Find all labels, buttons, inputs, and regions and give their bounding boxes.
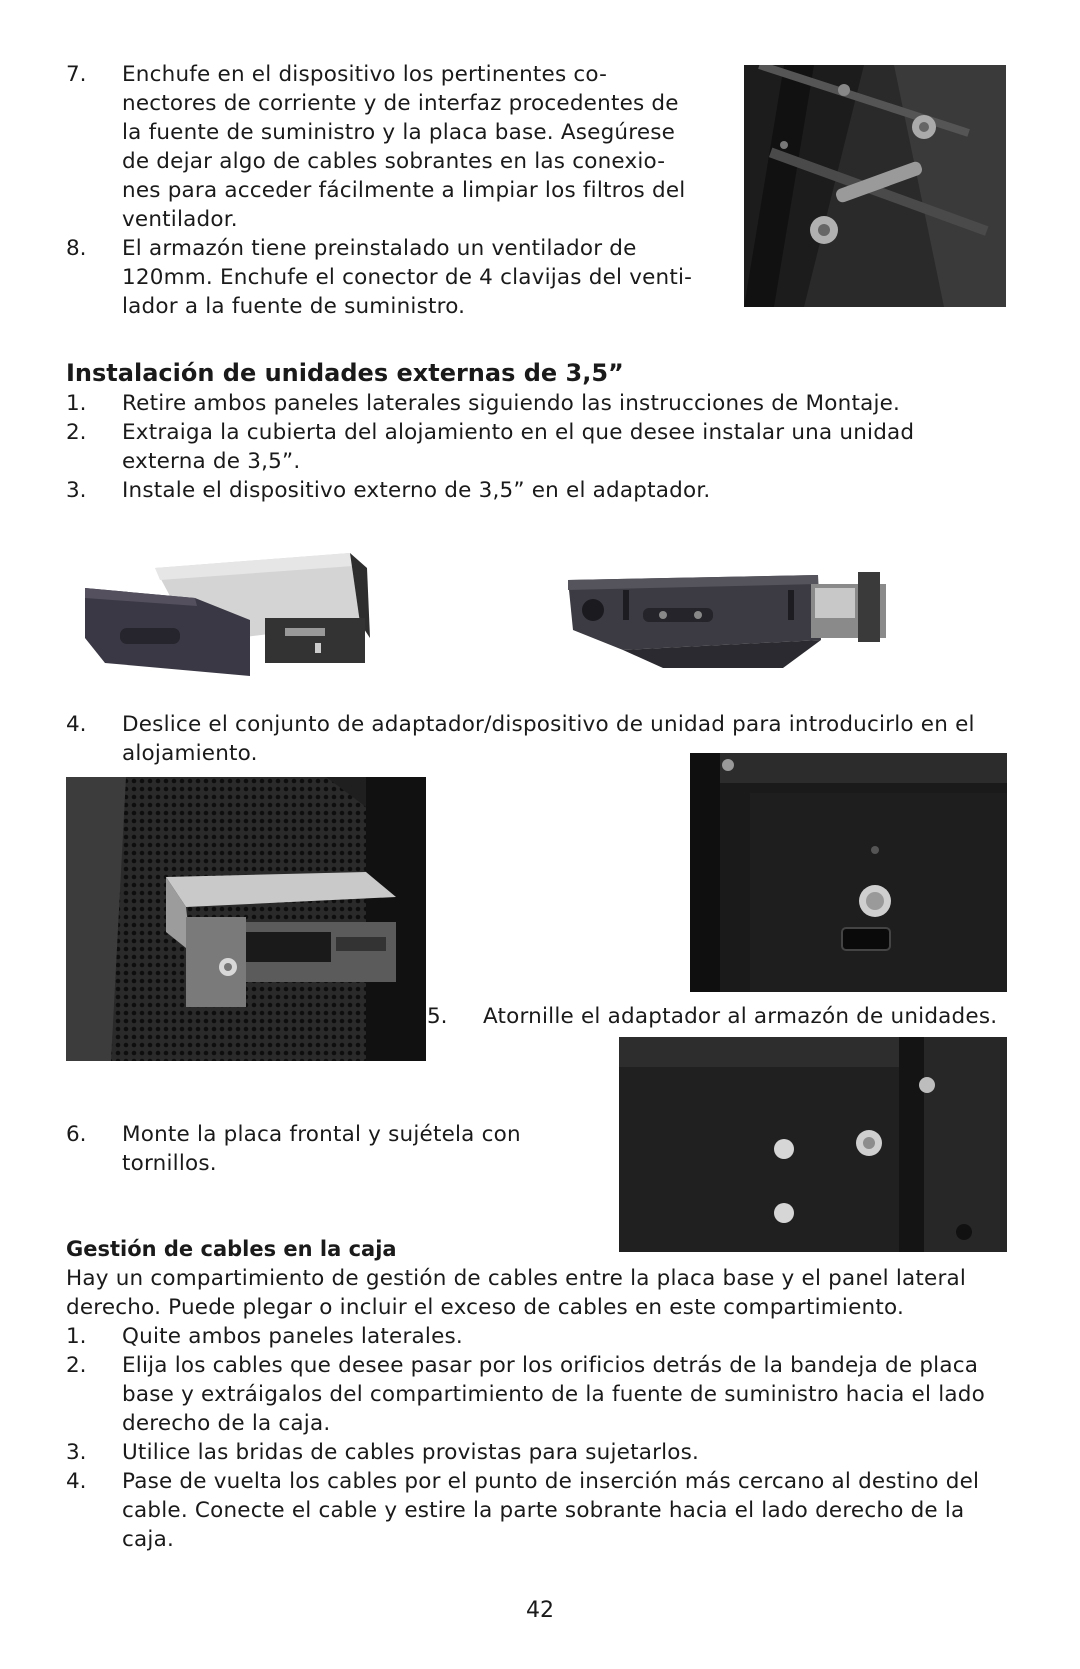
paragraph-line: base y extráigalos del compartimiento de la fuente de suministro hacia el lado	[122, 1382, 985, 1407]
paragraph-line: Retire ambos paneles laterales siguiendo las instrucciones de Montaje.	[122, 391, 901, 416]
paragraph-line: El armazón tiene preinstalado un ventilador de	[122, 236, 637, 261]
list-number: 2.	[66, 1353, 87, 1378]
paragraph-line: derecho. Puede plegar o incluir el exceso de cables en este compartimiento.	[66, 1295, 904, 1320]
bay-insertion-photo	[66, 777, 426, 1061]
paragraph-line: nectores de corriente y de interfaz procedentes de	[122, 91, 679, 116]
fan-screw-photo	[744, 65, 1006, 307]
subsection-heading: Gestión de cables en la caja	[66, 1237, 397, 1261]
paragraph-line: Pase de vuelta los cables por el punto de inserción más cercano al destino del	[122, 1469, 980, 1494]
paragraph-line: 120mm. Enchufe el conector de 4 clavijas del venti-	[122, 265, 693, 290]
paragraph-line: externa de 3,5”.	[122, 449, 301, 474]
paragraph-line: Atornille el adaptador al armazón de unidades.	[483, 1004, 998, 1029]
paragraph-line: tornillos.	[122, 1151, 217, 1176]
paragraph-line: alojamiento.	[122, 741, 258, 766]
list-number: 8.	[66, 236, 87, 261]
paragraph-line: Hay un compartimiento de gestión de cables entre la placa base y el panel lateral	[66, 1266, 967, 1291]
paragraph-line: Monte la placa frontal y sujétela con	[122, 1122, 521, 1147]
list-number: 7.	[66, 62, 87, 87]
list-number: 1.	[66, 1324, 87, 1349]
paragraph-line: Deslice el conjunto de adaptador/dispositivo de unidad para introducirlo en el	[122, 712, 975, 737]
paragraph-line: la fuente de suministro y la placa base. Asegúrese	[122, 120, 676, 145]
drive-adapter-photo	[85, 548, 377, 680]
paragraph-line: derecho de la caja.	[122, 1411, 331, 1436]
cage-screw-photo	[690, 753, 1007, 992]
paragraph-line: Elija los cables que desee pasar por los orificios detrás de la bandeja de placa	[122, 1353, 979, 1378]
list-number: 4.	[66, 712, 87, 737]
paragraph-line: Enchufe en el dispositivo los pertinentes co-	[122, 62, 608, 87]
paragraph-line: Quite ambos paneles laterales.	[122, 1324, 463, 1349]
paragraph-line: Extraiga la cubierta del alojamiento en el que desee instalar una unidad	[122, 420, 915, 445]
front-plate-photo	[619, 1037, 1007, 1252]
list-number: 3.	[66, 1440, 87, 1465]
paragraph-line: Utilice las bridas de cables provistas para sujetarlos.	[122, 1440, 700, 1465]
list-number: 2.	[66, 420, 87, 445]
list-number: 4.	[66, 1469, 87, 1494]
adapter-side-photo	[563, 570, 899, 670]
paragraph-line: lador a la fuente de suministro.	[122, 294, 466, 319]
paragraph-line: Instale el dispositivo externo de 3,5” en el adaptador.	[122, 478, 711, 503]
paragraph-line: cable. Conecte el cable y estire la parte sobrante hacia el lado derecho de la	[122, 1498, 965, 1523]
page-number: 42	[526, 1598, 554, 1623]
paragraph-line: de dejar algo de cables sobrantes en las conexio-	[122, 149, 666, 174]
list-number: 1.	[66, 391, 87, 416]
list-number: 6.	[66, 1122, 87, 1147]
paragraph-line: caja.	[122, 1527, 174, 1552]
paragraph-line: ventilador.	[122, 207, 238, 232]
list-number: 5.	[427, 1004, 448, 1029]
paragraph-line: nes para acceder fácilmente a limpiar los filtros del	[122, 178, 686, 203]
section-heading: Instalación de unidades externas de 3,5”	[66, 359, 624, 387]
list-number: 3.	[66, 478, 87, 503]
